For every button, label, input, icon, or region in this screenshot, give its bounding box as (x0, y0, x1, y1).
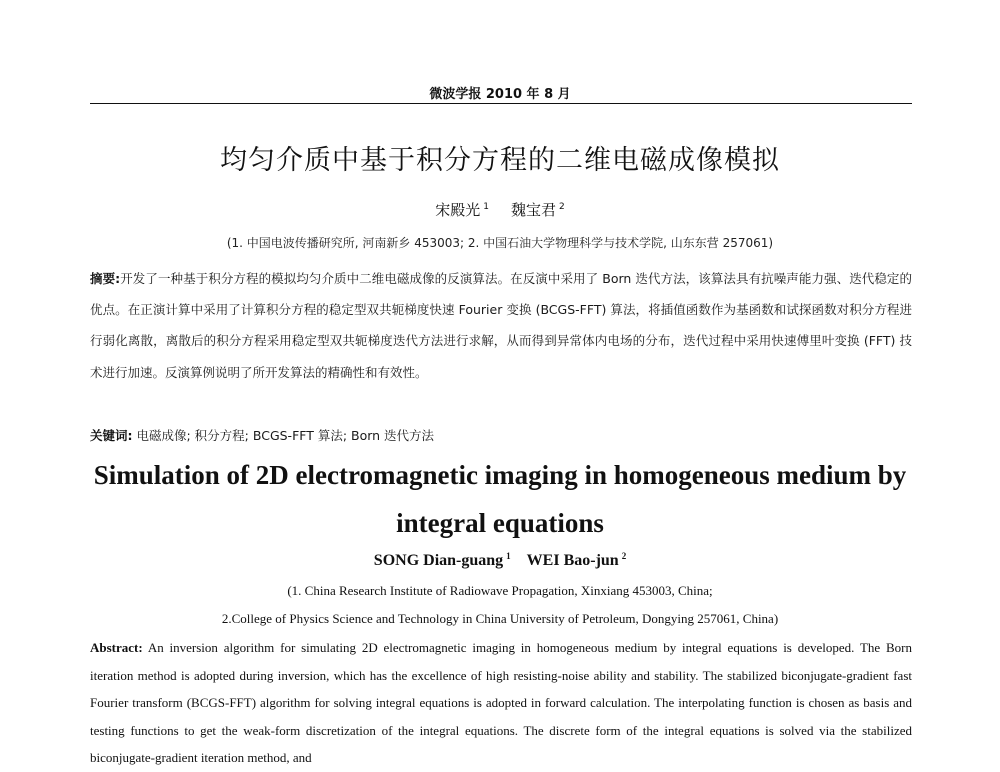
header-rule (90, 103, 912, 104)
affiliation-chinese: (1. 中国电波传播研究所, 河南新乡 453003; 2. 中国石油大学物理科学与技术学院, 山东东营 257061) (226, 236, 774, 250)
abstract-text-english: An inversion algorithm for simulating 2D electromagnetic imaging in homogeneous medium by integral equations is developed. The Born iteration method is adopted during inversion, which has the excellence of high resisting-noise ability and stability. The stabilized biconjugate-gradient fast Fourier transform (BCGS-FFT) algorithm for solving integral equations is adopted in forward calculation. The interpolating function is chosen as basis and testing functions to get the weak-form discretization of the integral equations. The discrete form of the integral equations is solved via the stabilized biconjugate-gradient iteration method, and (90, 640, 912, 765)
affiliation-english-line-1: (1. China Research Institute of Radiowave Propagation, Xinxiang 453003, China; (287, 583, 713, 598)
authors-english (90, 551, 910, 570)
keywords-text-chinese: 电磁成像; 积分方程; BCGS-FFT 算法; Born 迭代方法 (136, 428, 435, 443)
title-chinese: 均匀介质中基于积分方程的二维电磁成像模拟 (220, 145, 780, 176)
abstract-text-chinese: 开发了一种基于积分方程的模拟均匀介质中二维电磁成像的反演算法。在反演中采用了 Born 迭代方法，该算法具有抗噪声能力强、迭代稳定的优点。在正演计算中采用了计算积分方程的稳定型双共轭梯度快速 Fourier 变换 (BCGS-FFT) 算法，将插值函数作为基函数和试探函数对积分方程进行弱化离散，离散后的积分方程采用稳定型双共轭梯度迭代方法进行求解，从而得到异常体内电场的分布，迭代过程中采用快速傅里叶变换 (FFT) 技术进行加速。反演算例说明了所开发算法的精确性和有效性。 (90, 271, 912, 380)
authors-chinese (90, 199, 910, 220)
abstract-label-english: Abstract: (90, 640, 143, 655)
author-2-chinese: 魏宝君 (511, 201, 557, 219)
abstract-english (90, 634, 912, 772)
keywords-chinese (90, 426, 912, 444)
author-2-affiliation-mark-english: 2 (621, 551, 627, 561)
author-1-affiliation-mark: 1 (483, 202, 489, 212)
author-2-english: WEI Bao-jun (526, 552, 619, 569)
author-1-affiliation-mark-english: 1 (506, 551, 511, 561)
keywords-label-chinese: 关键词: (90, 428, 133, 443)
abstract-chinese (90, 263, 912, 388)
author-2-affiliation-mark: 2 (559, 202, 565, 212)
abstract-label-chinese: 摘要: (90, 271, 121, 286)
author-1-english: SONG Dian-guang (373, 552, 504, 569)
title-english: Simulation of 2D electromagnetic imaging in homogeneous medium by integral equations (93, 460, 907, 538)
affiliation-english-line-2: 2.College of Physics Science and Technology in China University of Petroleum, Dongying 257061, China) (221, 611, 779, 626)
journal-header: 微波学报 2010 年 8 月 (429, 87, 571, 102)
author-1-chinese: 宋殿光 (435, 201, 481, 219)
